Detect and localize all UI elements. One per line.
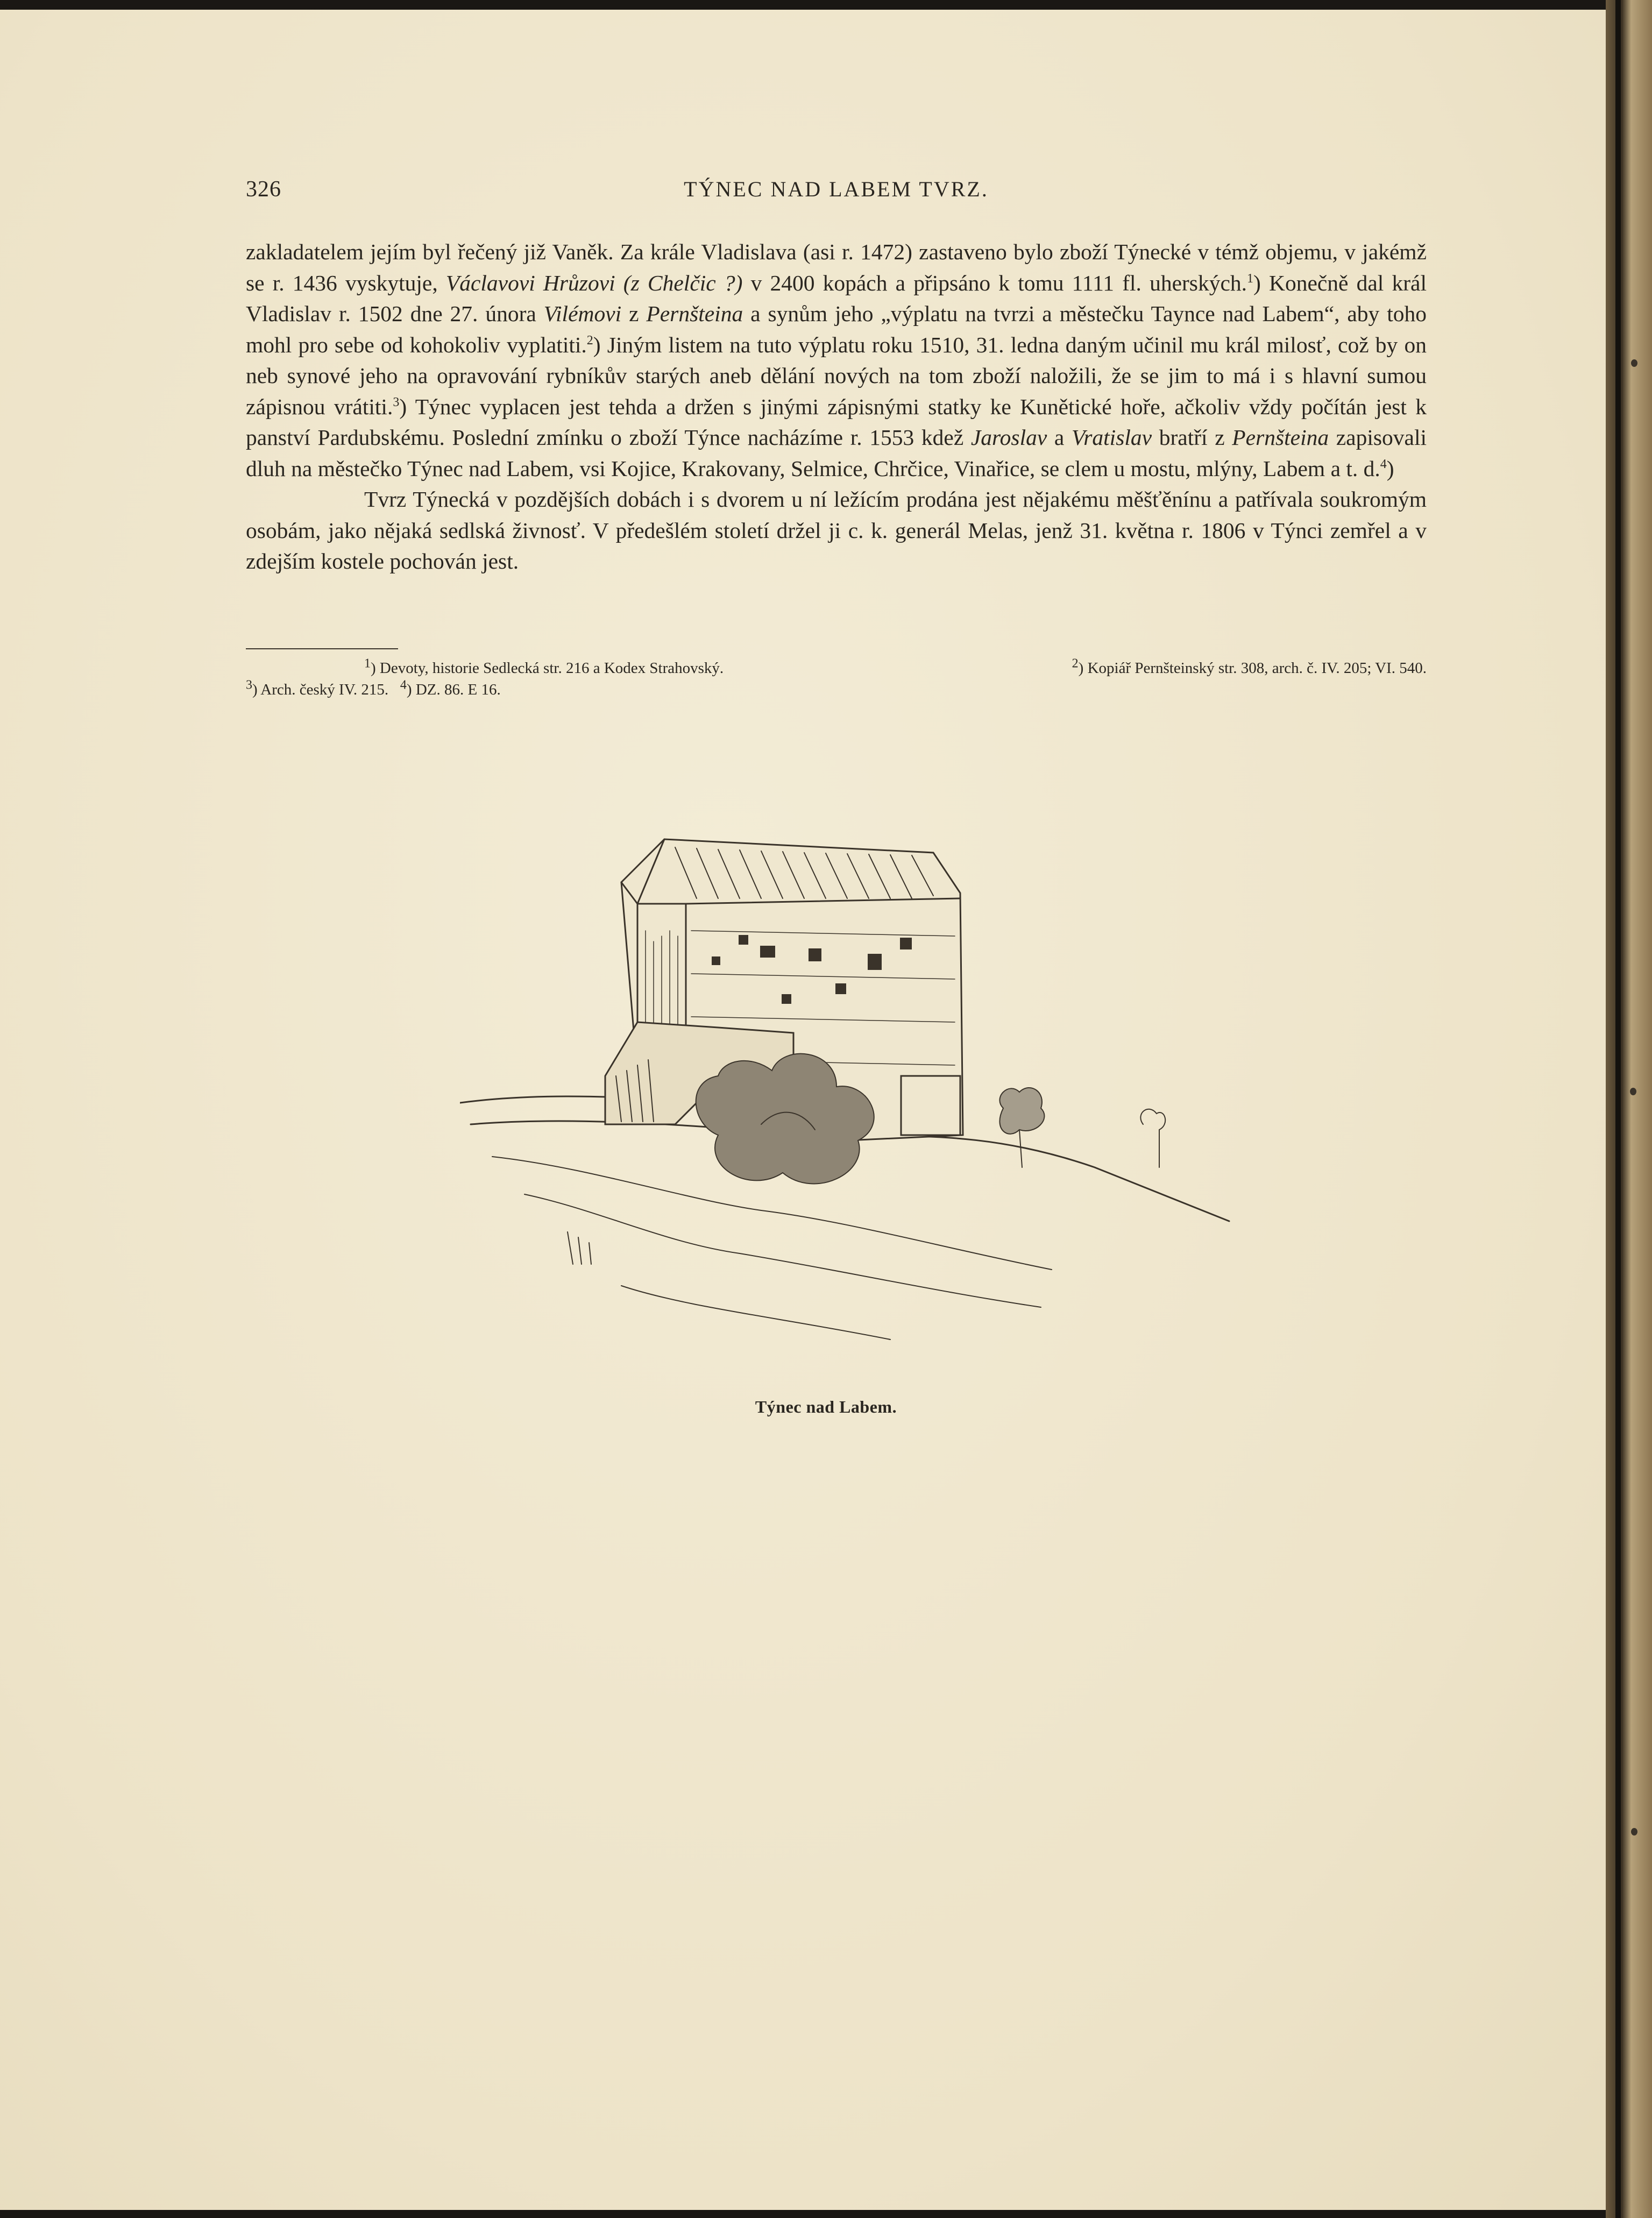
text-run: ) Jiným listem na tuto výplatu roku 1510, 31. ledna daným učinil mu král milosť, což by on neb synové jeho na opravování rybníkův starých aneb dělání nových na tom zboží naložili, že se jim to má i s hlavní sumou zápisnou vrátiti. xyxy=(246,332,1427,419)
page-edge xyxy=(1615,0,1621,2218)
margin-mark xyxy=(1630,1088,1636,1095)
page-number: 326 xyxy=(246,177,281,202)
footnote-1 xyxy=(364,657,724,679)
engraving-image xyxy=(460,823,1235,1383)
footnote-mark: 4 xyxy=(400,678,407,692)
italic-name: Pernšteina xyxy=(1232,425,1329,450)
margin-mark xyxy=(1631,1828,1637,1836)
text-run: ) Konečně dal král Vladislav r. 1502 dne 27. února xyxy=(246,270,1427,326)
text-run: a synům jeho „výplatu na tvrzi a městečku Taynce nad Labem“, aby toho mohl pro sebe od kohokoliv vyplatiti. xyxy=(246,301,1427,357)
text-run: bratří z xyxy=(1152,425,1232,450)
italic-name: Václavovi Hrůzovi (z Chelčic ?) xyxy=(445,270,743,295)
footnote-3 xyxy=(246,678,389,698)
footnote-text: ) Kopiář Pernšteinský str. 308, arch. č. IV. 205; VI. 540. xyxy=(1078,660,1427,677)
footnote-text: ) Devoty, historie Sedlecká str. 216 a Kodex Strahovský. xyxy=(371,660,724,677)
footnote-line xyxy=(246,657,1427,679)
footnote-text: ) Arch. český IV. 215. xyxy=(252,681,389,698)
footnotes xyxy=(246,657,1427,700)
text-run: ) Týnec vyplacen jest tehda a držen s jinými zápisnými statky ke Kunětické hoře, ačkoliv vždy počítán jest k panství Pardubskému. Poslední zmínku o zboží Týnce nacházíme r. 1553 kdež xyxy=(246,394,1427,450)
footnote-divider xyxy=(246,648,398,649)
footnote-ref: 2 xyxy=(586,333,593,348)
footnote-mark: 1 xyxy=(364,656,371,671)
footnote-mark: 3 xyxy=(246,678,252,692)
italic-name: Vratislav xyxy=(1071,425,1152,450)
margin-mark xyxy=(1631,359,1637,367)
text-run: zapisovali dluh na městečko Týnec nad Labem, vsi Kojice, Krakovany, Selmice, Chrčice, Vinařice, se clem u mostu, mlýny, Labem a t. d. xyxy=(246,425,1427,481)
page-header xyxy=(246,172,1427,210)
paragraph-1 xyxy=(246,237,1427,484)
running-title: TÝNEC NAD LABEM TVRZ. xyxy=(684,177,989,201)
text-run: z xyxy=(621,301,647,326)
footnote-ref: 3 xyxy=(393,395,400,409)
text-run: zakladatelem jejím byl řečený již Vaněk. Za krále Vladislava (asi r. 1472) zastaveno bylo zboží Týnecké v témž objemu, v jakémž se r. 1436 vyskytuje, xyxy=(246,239,1427,295)
body-text xyxy=(246,237,1427,577)
italic-name: Pernšteina xyxy=(646,301,743,326)
book-gutter xyxy=(1606,0,1652,2218)
footnote-ref: 4 xyxy=(1380,457,1387,471)
paragraph-2: Tvrz Týnecká v pozdějších dobách i s dvorem u ní ležícím prodána jest nějakému měšťěnínu a patřívala soukromým osobám, jako nějaká sedlská živnosť. V předešlém století držel ji c. k. generál Melas, jenž 31. května r. 1806 v Týnci zemřel a v zdejším kostele pochován jest. xyxy=(246,487,1427,573)
italic-name: Vilémovi xyxy=(543,301,622,326)
footnote-ref: 1 xyxy=(1247,271,1254,286)
footnote-2 xyxy=(1072,657,1427,679)
fortress-illustration xyxy=(460,823,1235,1383)
footnote-mark: 2 xyxy=(1072,656,1079,671)
text-run: a xyxy=(1047,425,1072,450)
footnote-line xyxy=(246,679,1427,700)
figure-caption: Týnec nad Labem. xyxy=(755,1397,897,1416)
text-run: v 2400 kopách a připsáno k tomu 1111 fl. uherských. xyxy=(742,270,1247,295)
footnote-text: ) DZ. 86. E 16. xyxy=(406,681,501,698)
footnote-4 xyxy=(400,678,501,698)
italic-name: Jaroslav xyxy=(970,425,1047,450)
text-run: ) xyxy=(1386,456,1394,481)
